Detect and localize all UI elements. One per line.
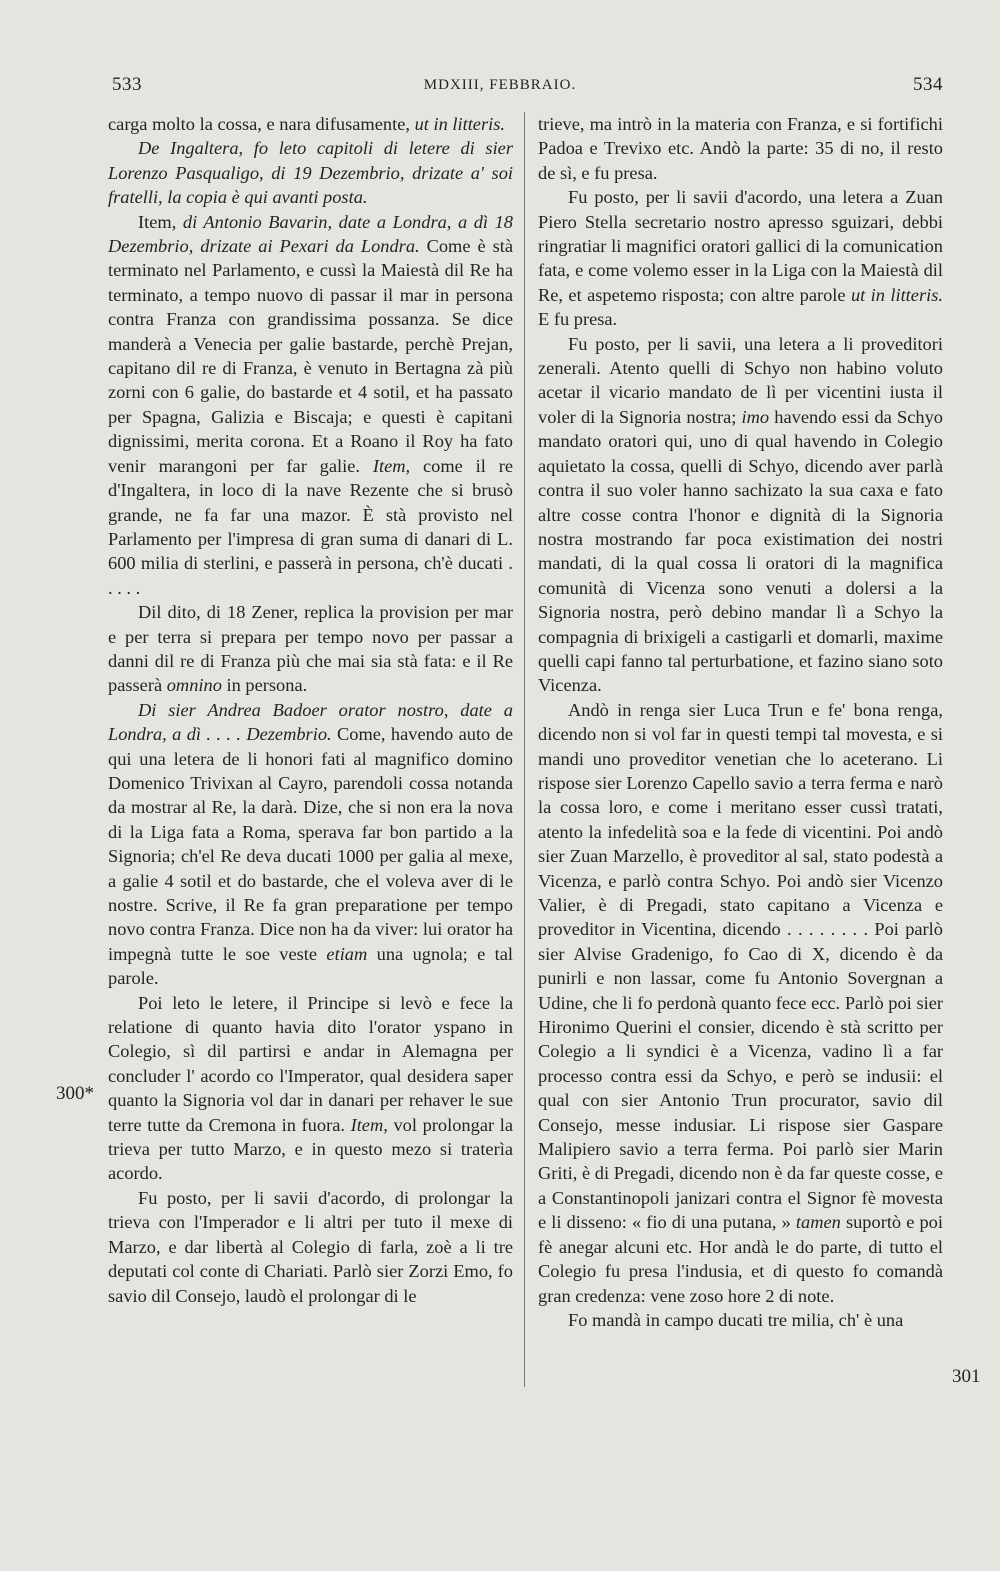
- page-number-right: 534: [913, 74, 943, 95]
- text-run: Dil dito, di 18 Zener, replica la provision per mar e per terra si prepara per tempo novo per passar a danni dil re di Franza più che mai sia stà fata: e il Re passerà: [108, 602, 513, 696]
- paragraph: [108, 600, 513, 698]
- italic-text: etiam: [326, 943, 368, 964]
- text-run: in persona.: [221, 675, 308, 696]
- text-run: Come è stà terminato nel Parlamento, e cussì la Maiestà dil Re ha terminato, a tempo nuovo di passar il mar in persona contra Franza con grandissima possanza. Se dice manderà a Venecia per galie bastarde, perchè Prejan, capitano dil re di Franza, è venuto in Bertagna zà più zorni con 6 galie, do bastarde et 4 sotil, et ha passato per Spagna, Galizia e Biscaja; e questi è capitani dignissimi, merita corona. Et a Roano il Roy ha fato venir marangoni per far galie.: [108, 236, 513, 476]
- margin-number-left: 300*: [56, 1083, 94, 1104]
- paragraph: [108, 698, 513, 991]
- paragraph: [108, 210, 513, 601]
- running-title: MDXIII, FEBBRAIO.: [423, 77, 577, 93]
- paragraph: [538, 112, 943, 185]
- margin-number-right: 301: [952, 1366, 981, 1387]
- italic-text: Item,: [372, 455, 411, 476]
- paragraph: [108, 991, 513, 1186]
- paragraph: [538, 1308, 943, 1332]
- paragraph: [108, 136, 513, 209]
- text-run: come il re d'Ingaltera, in loco di la nave Rezente che si brusò grande, ne fa far una mazor. È stà provisto nel Parlamento per l'impresa di gran suma di danari di L. 600 milia di sterlini, e passerà in persona, ch'è ducati . . . . .: [108, 455, 514, 598]
- paragraph: [538, 185, 943, 331]
- text-run: Poi leto le letere, il Principe si levò e fece la relatione di quanto havia dito l'orator yspano in Colegio, sì dil partirsi e andar in Alemagna per concluder l' acordo co l'Imperator, qual desidera saper quanto la Signoria vol dar in danari per rehaver le sue terre tutte da Cremona in fuora.: [108, 992, 513, 1135]
- paragraph: [538, 698, 943, 1308]
- paragraph: [538, 332, 943, 698]
- italic-text: De Ingaltera, fo leto capitoli di letere di sier Lorenzo Pasqualigo, di 19 Dezembrio, drizate a' soi fratelli, la copia è qui avanti posta.: [108, 138, 513, 208]
- text-run: E fu presa.: [538, 309, 618, 330]
- italic-text: di Antonio Bavarin, date a Londra, a dì 18 Dezembrio, drizate ai Pexari da Londra.: [108, 211, 513, 257]
- paragraph: [108, 112, 513, 136]
- text-run: vol prolongar la trieva per tutto Marzo, e in questo mezo si traterìa acordo.: [108, 1114, 513, 1184]
- text-run: Fo mandà in campo ducati tre milia, ch' è una: [568, 1309, 904, 1330]
- text-run: suportò e poi fè anegar alcuni etc. Hor andà le do parte, di tutto el Colegio fu presa l'indusia, et di questo fo comandà gran credenza: vene zoso hore 2 di note.: [538, 1212, 943, 1306]
- text-run: una ugnola; e tal parole.: [108, 943, 514, 989]
- text-run: trieve, ma intrò in la materia con Franza, e si fortifichi Padoa e Trevixo etc. Andò la parte: 35 di no, il resto de sì, e fu presa.: [538, 114, 943, 183]
- page-number-left: 533: [112, 74, 142, 95]
- text-run: Fu posto, per li savii d'acordo, di prolongar la trieva con l'Imperador e li altri per tuto il mexe di Marzo, e dar libertà al Colegio di farla, zoè a li tre deputati col conte di Chariati. Parlò sier Zorzi Emo, fo savio dil Consejo, laudò el prolongar di le: [108, 1187, 513, 1306]
- column-divider: [524, 112, 525, 1387]
- text-run: Item,: [138, 211, 183, 232]
- text-run: Andò in renga sier Luca Trun e fe' bona renga, dicendo non si vol far in questi tempi tal movesta, e si mandi uno proveditor venetian che lo aceterano. Li rispose sier Lorenzo Capello savio a terra ferma e narò la cossa loro, e come i meritano esser cussì tratati, atento la infedelità soa e la fede di vicentini. Poi andò sier Zuan Marzello, è proveditor al sal, stato podestà a Vicenza, e parlò contra Schyo. Poi andò sier Vicenzo Valier, è di Pregadi, stato capitano a Vicenza e proveditor in Vicentina, dicendo . . . . . . . . Poi parlò sier Alvise Gradenigo, fo Cao di X, dicendo è da punirli e non lassar, come fu Antonio Sovergnan a Udine, che li fo perdonà quanto fece ecc. Parlò poi sier Hironimo Querini el consier, dicendo è stà scritto per Colegio a li syndici è a Vicenza, vadino lì a far processo contra essi da Schyo, e però se indusii: el qual con sier Antonio Trun procurator, savio dil Consejo, messe indusiar. Li rispose sier Gaspare Malipiero savio a terra ferma. Poi parlò sier Marin Griti, è di Pregadi, dicendo non è da far queste cosse, e a Constantinopoli janizari contra el Signor fè movesta e li disseno: « fio di una putana, »: [538, 699, 943, 1233]
- paragraph: [108, 1186, 513, 1308]
- italic-text: Item,: [350, 1114, 388, 1135]
- italic-text: imo: [741, 406, 770, 427]
- text-column-left: [108, 112, 513, 1308]
- text-run: Fu posto, per li savii, una letera a li proveditori zenerali. Atento quelli di Schyo non habino voluto acetar il vicario mandato de lì per vicentini iusta il voler di la Signoria nostra;: [538, 333, 943, 427]
- text-run: Fu posto, per li savii d'acordo, una letera a Zuan Piero Stella secretario nostro apresso sguizari, debbi ringratiar li magnifici oratori gallici di la comunication fata, e come volemo esser in la Liga con la Maiestà dil Re, et aspetemo risposta; con altre parole: [538, 187, 943, 305]
- italic-text: ut in litteris.: [414, 114, 505, 134]
- text-run: Come, havendo auto de qui una letera de li honori fati al magnifico domino Domenico Trivixan al Cayro, parendoli cossa notanda da mostrar al Re, la darà. Dize, che si non era la nova di la Liga fata a Roma, sperava far bon partido a la Signoria; ch'el Re deva ducati 1000 per galia al mexe, a galie 4 sotil et do bastarde, che el voleva aver di le nostre. Scrive, il Re fa gran preparatione per tempo novo contra Franza. Dice non ha da viver: lui orator ha impegnà tutte le soe veste: [108, 724, 513, 964]
- italic-text: ut in litteris.: [850, 284, 943, 305]
- italic-text: omnino: [166, 675, 222, 696]
- text-run: carga molto la cossa, e nara difusamente,: [108, 114, 415, 134]
- italic-text: Di sier Andrea Badoer orator nostro, date a Londra, a dì . . . . Dezembrio.: [108, 699, 513, 745]
- italic-text: tamen: [795, 1212, 841, 1233]
- text-run: havendo essi da Schyo mandato oratori qui, uno di qual havendo in Colegio aquietato la cossa, quelli di Schyo, dicendo aver parlà contra il suo voler hanno sachizato la sua caxa e fato altre cosse contra l'honor e dignità di la Signoria nostra mostrando far poca existimation dei nostri mandati, di la qual cossa li oratori di la magnifica comunità di Vicenza sono venuti a dolersi a la Signoria nostra, però debino mandar lì a Schyo la compagnia di brixigeli a castigarli et domarli, maxime quelli capi fanno tal perturbatione, et fazino siano soto Vicenza.: [538, 406, 943, 696]
- text-column-right: [538, 112, 943, 1332]
